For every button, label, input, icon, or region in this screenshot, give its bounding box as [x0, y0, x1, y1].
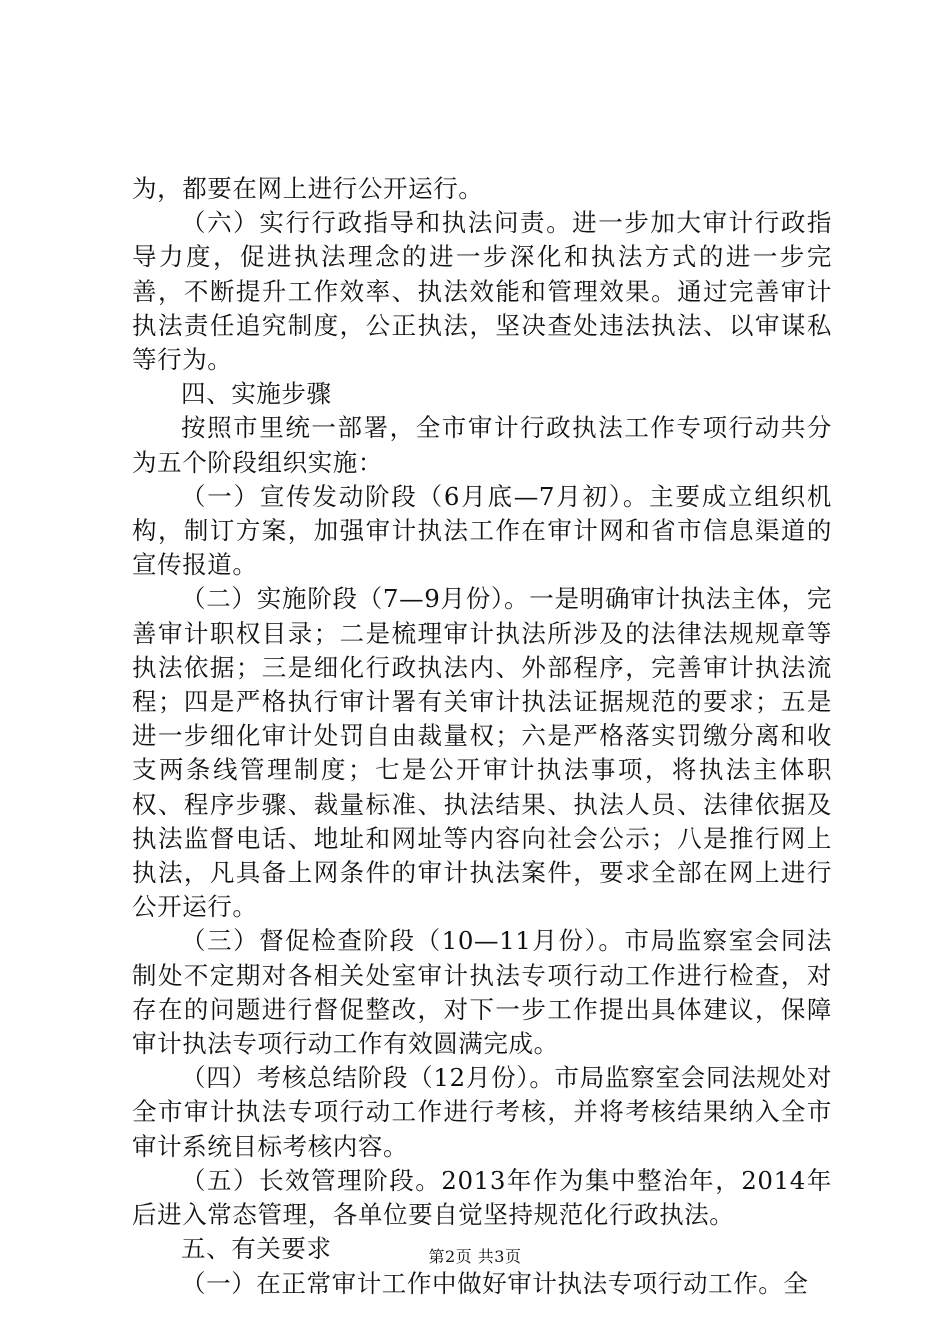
paragraph-item-six: （六）实行行政指导和执法问责。进一步加大审计行政指导力度，促进执法理念的进一步深化和执法方式的进一步完善，不断提升工作效率、执法效能和管理效果。通过完善审计执法责任追究制度，公正执法，坚决查处违法执法、以审谋私等行为。 [132, 208, 832, 375]
paragraph-stage-five: （五）长效管理阶段。2013年作为集中整治年，2014年后进入常态管理，各单位要自觉坚持规范化行政执法。 [132, 1165, 832, 1230]
paragraph-intro: 按照市里统一部署，全市审计行政执法工作专项行动共分为五个阶段组织实施： [132, 413, 832, 477]
paragraph-stage-one: （一）宣传发动阶段（6月底—7月初）。主要成立组织机构，制订方案，加强审计执法工作在审计网和省市信息渠道的宣传报道。 [132, 481, 832, 580]
page-footer [0, 1244, 950, 1267]
section-heading-four: 四、实施步骤 [181, 379, 332, 409]
document-body [132, 172, 832, 1301]
section-heading-five: 五、有关要求 [181, 1234, 332, 1264]
paragraph-requirement-one: （一）在正常审计工作中做好审计执法专项行动工作。全 [181, 1268, 809, 1298]
paragraph-stage-four: （四）考核总结阶段（12月份）。市局监察室会同法规处对全市审计执法专项行动工作进行考核，并将考核结果纳入全市审计系统目标考核内容。 [132, 1063, 832, 1161]
page-number: 第2页 共3页 [428, 1247, 522, 1266]
paragraph-continuation: 为，都要在网上进行公开运行。 [132, 174, 484, 203]
paragraph-stage-three: （三）督促检查阶段（10—11月份）。市局监察室会同法制处不定期对各相关处室审计执法专项行动工作进行检查，对存在的问题进行督促整改，对下一步工作提出具体建议，保障审计执法专项行动工作有效圆满完成。 [132, 926, 832, 1059]
paragraph-stage-two: （二）实施阶段（7—9月份）。一是明确审计执法主体，完善审计职权目录；二是梳理审计执法所涉及的法律法规规章等执法依据；三是细化行政执法内、外部程序，完善审计执法流程；四是严格执行审计署有关审计执法证据规范的要求；五是进一步细化审计处罚自由裁量权；六是严格落实罚缴分离和收支两条线管理制度；七是公开审计执法事项，将执法主体职权、程序步骤、裁量标准、执法结果、执法人员、法律依据及执法监督电话、地址和网址等内容向社会公示；八是推行网上执法，凡具备上网条件的审计执法案件，要求全部在网上进行公开运行。 [132, 584, 832, 922]
